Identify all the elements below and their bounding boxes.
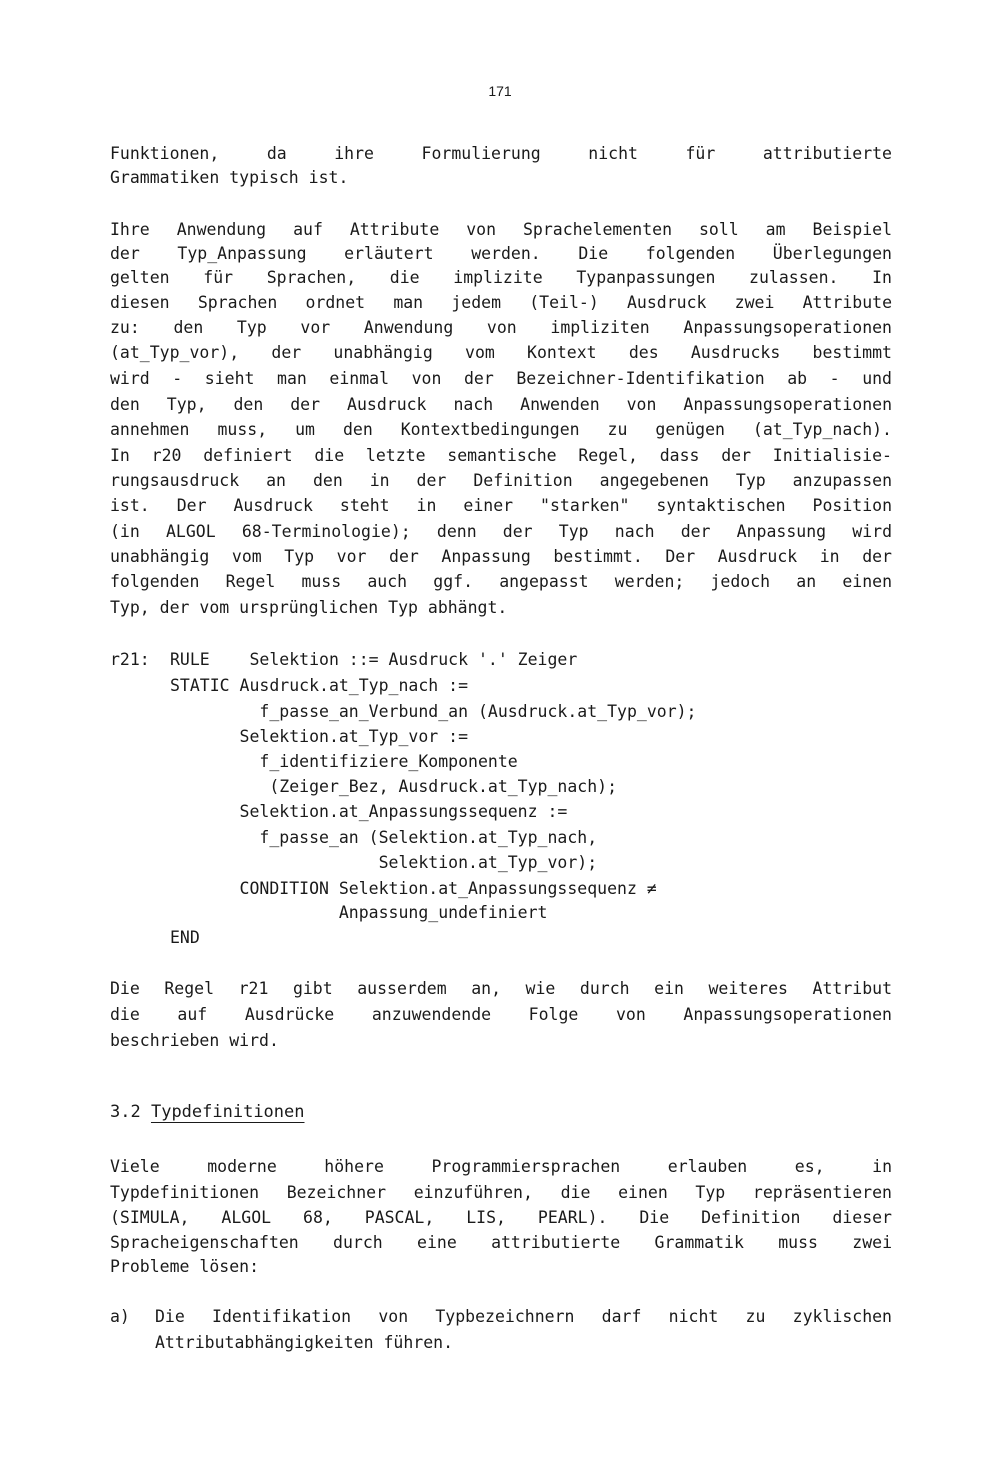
text-line: Viele moderne höhere Programmiersprachen erlauben es, in: [110, 1157, 892, 1176]
text-line: Grammatiken typisch ist.: [110, 168, 349, 187]
text-line: gelten für Sprachen, die implizite Typanpassungen zulassen. In: [110, 268, 892, 287]
text-line: Typ, der vom ursprünglichen Typ abhängt.: [110, 598, 508, 617]
text-line: diesen Sprachen ordnet man jedem (Teil-) Ausdruck zwei Attribute: [110, 293, 892, 312]
text-line: Die Identifikation von Typbezeichnern darf nicht zu zyklischen: [155, 1307, 892, 1326]
text-line: (in ALGOL 68-Terminologie); denn der Typ nach der Anpassung wird: [110, 522, 892, 541]
text-line: (SIMULA, ALGOL 68, PASCAL, LIS, PEARL). Die Definition dieser: [110, 1208, 892, 1227]
code-line: END: [170, 928, 200, 947]
code-line: f_identifiziere_Komponente: [170, 752, 518, 771]
text-line: annehmen muss, um den Kontextbedingungen zu genügen (at_Typ_nach).: [110, 420, 892, 439]
text-line: den Typ, den der Ausdruck nach Anwenden von Anpassungsoperationen: [110, 395, 892, 414]
text-line: beschrieben wird.: [110, 1031, 279, 1050]
section-number: 3.2: [110, 1102, 141, 1122]
text-line: Spracheigenschaften durch eine attributierte Grammatik muss zwei: [110, 1233, 892, 1252]
code-line: f_passe_an (Selektion.at_Typ_nach,: [170, 828, 598, 847]
text-line: rungsausdruck an den in der Definition angegebenen Typ anzupassen: [110, 471, 892, 490]
section-title: Typdefinitionen: [150, 1102, 305, 1122]
section-heading: [110, 1100, 305, 1124]
text-line: folgenden Regel muss auch ggf. angepasst werden; jedoch an einen: [110, 572, 892, 591]
text-line: Funktionen, da ihre Formulierung nicht für attributierte: [110, 144, 892, 163]
code-line: Selektion.at_Typ_vor :=: [170, 727, 469, 746]
text-line: die auf Ausdrücke anzuwendende Folge von Anpassungsoperationen: [110, 1005, 892, 1024]
code-line: Selektion.at_Anpassungssequenz :=: [170, 802, 568, 821]
page-number: 171: [488, 83, 512, 99]
code-line: Selektion.at_Typ_vor);: [170, 853, 598, 872]
text-line: Ihre Anwendung auf Attribute von Sprachelementen soll am Beispiel: [110, 220, 892, 239]
text-line: (at_Typ_vor), der unabhängig vom Kontext des Ausdrucks bestimmt: [110, 343, 892, 362]
text-line: In r20 definiert die letzte semantische Regel, dass der Initialisie-: [110, 446, 892, 465]
code-line: f_passe_an_Verbund_an (Ausdruck.at_Typ_vor);: [170, 702, 697, 721]
text-line: Die Regel r21 gibt ausserdem an, wie durch ein weiteres Attribut: [110, 979, 892, 998]
text-line: zu: den Typ vor Anwendung von impliziten Anpassungsoperationen: [110, 318, 892, 337]
list-marker: a): [110, 1307, 130, 1326]
code-line: (Zeiger_Bez, Ausdruck.at_Typ_nach);: [170, 777, 618, 796]
code-line: STATIC Ausdruck.at_Typ_nach :=: [170, 676, 469, 695]
text-line: unabhängig vom Typ vor der Anpassung bestimmt. Der Ausdruck in der: [110, 547, 892, 566]
code-line: Anpassung_undefiniert: [170, 903, 548, 922]
text-line: Typdefinitionen Bezeichner einzuführen, die einen Typ repräsentieren: [110, 1183, 892, 1202]
text-line: ist. Der Ausdruck steht in einer "starken" syntaktischen Position: [110, 496, 892, 515]
text-line: der Typ_Anpassung erläutert werden. Die folgenden Überlegungen: [110, 244, 892, 263]
text-line: Attributabhängigkeiten führen.: [155, 1333, 454, 1352]
code-line: CONDITION Selektion.at_Anpassungssequenz ≠: [170, 879, 657, 898]
code-line: RULE Selektion ::= Ausdruck '.' Zeiger: [170, 650, 578, 669]
text-line: Probleme lösen:: [110, 1257, 260, 1276]
rule-label: r21:: [110, 650, 150, 669]
text-line: wird - sieht man einmal von der Bezeichner-Identifikation ab - und: [110, 369, 892, 388]
